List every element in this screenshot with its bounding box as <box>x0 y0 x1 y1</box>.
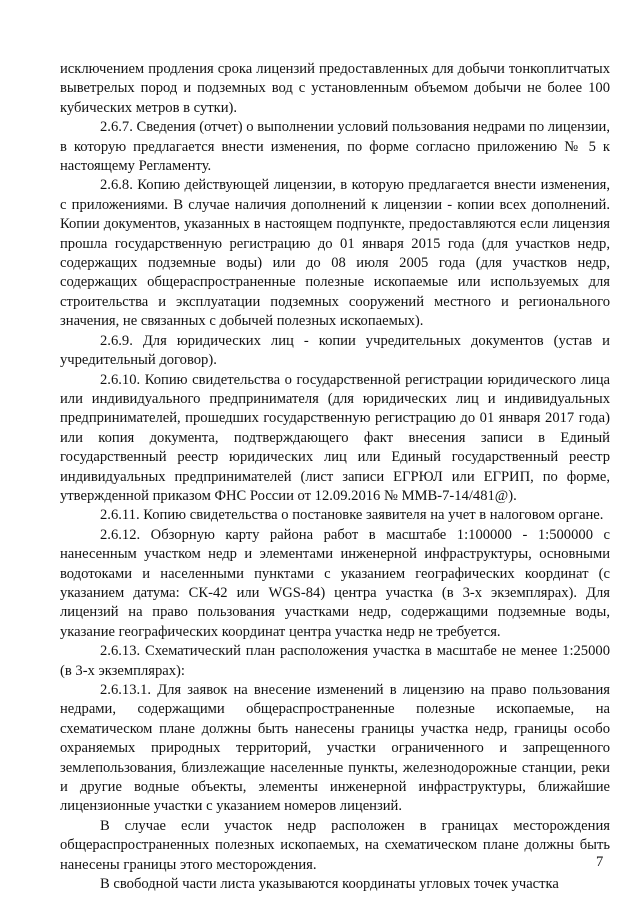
paragraph-corner-coordinates: В свободной части листа указываются координаты угловых точек участка <box>100 876 559 893</box>
paragraph-2-6-11: 2.6.11. Копию свидетельства о постановке заявителя на учет в налоговом органе. <box>100 507 604 524</box>
paragraph-2-6-13: 2.6.13. Схематический план расположения участка в масштабе не менее 1:25000 (в 3-х экземплярах): <box>60 643 610 679</box>
paragraph-2-6-10: 2.6.10. Копию свидетельства о государственной регистрации юридического лица или индивидуального предпринимателя (для юридических лиц и индивидуальных предпринимателей, прошедших государственную регистрацию до 01 января 2017 года) или копия документа, подтверждающего факт внесения записи в Единый государственный реестр юридических лиц или Единый государственный реестр индивидуальных предпринимателей (лист записи ЕГРЮЛ или ЕГРИП, по форме, утвержденной приказом ФНС России от 12.09.2016 № ММВ-7-14/481@). <box>60 371 610 504</box>
paragraph-2-6-7: 2.6.7. Сведения (отчет) о выполнении условий пользования недрами по лицензии, в которую предлагается внести изменения, по форме согласно приложению № 5 к настоящему Регламенту. <box>60 119 610 175</box>
page-number: 7 <box>596 854 604 870</box>
paragraph-deposit-boundaries: В случае если участок недр расположен в границах месторождения общераспространенных полезных ископаемых, на схематическом плане должны быть нанесены границы этого месторождения. <box>60 817 610 873</box>
paragraph-2-6-13-1: 2.6.13.1. Для заявок на внесение изменений в лицензию на право пользования недрами, содержащими общераспространенные полезные ископаемые, на схематическом плане должны быть нанесены границы участка недр, границы особо охраняемых природных территорий, участки ограниченного и запрещенного землепользования, близлежащие населенные пункты, железнодорожные станции, реки и другие водные объекты, элементы инженерной инфраструктуры, ближайшие лицензионные участки с указанием номеров лицензий. <box>60 682 610 815</box>
paragraph-continuation: исключением продления срока лицензий предоставленных для добычи тонкоплитчатых выветрелых пород и подземных вод с установленным объемом добычи не более 100 кубических метров в сутки). <box>60 61 610 116</box>
paragraph-2-6-12: 2.6.12. Обзорную карту района работ в масштабе 1:100000 - 1:500000 с нанесенным участком недр и элементами инженерной инфраструктуры, основными водотоками и населенными пунктами с указанием географических координат (с указанием датума: СК-42 или WGS-84) центра участка (в 3-х экземплярах). Для лицензий на право пользования участками недр, содержащими подземные воды, указание географических координат центра участка недр не требуется. <box>60 526 610 640</box>
paragraph-2-6-8: 2.6.8. Копию действующей лицензии, в которую предлагается внести изменения, с приложениями. В случае наличия дополнений к лицензии - копии всех дополнений. Копии документов, указанных в настоящем подпункте, предоставляются если лицензия прошла государственную регистрацию до 01 января 2015 года (для участков недр, содержащих подземные воды) или до 08 июля 2005 года (для участков недр, содержащих общераспространенные полезные ископаемые или используемых для строительства и эксплуатации подземных сооружений местного и регионального значения, не связанных с добычей полезных ископаемых). <box>60 177 610 330</box>
paragraph-2-6-9: 2.6.9. Для юридических лиц - копии учредительных документов (устав и учредительный договор). <box>60 332 610 369</box>
document-page <box>60 60 610 894</box>
